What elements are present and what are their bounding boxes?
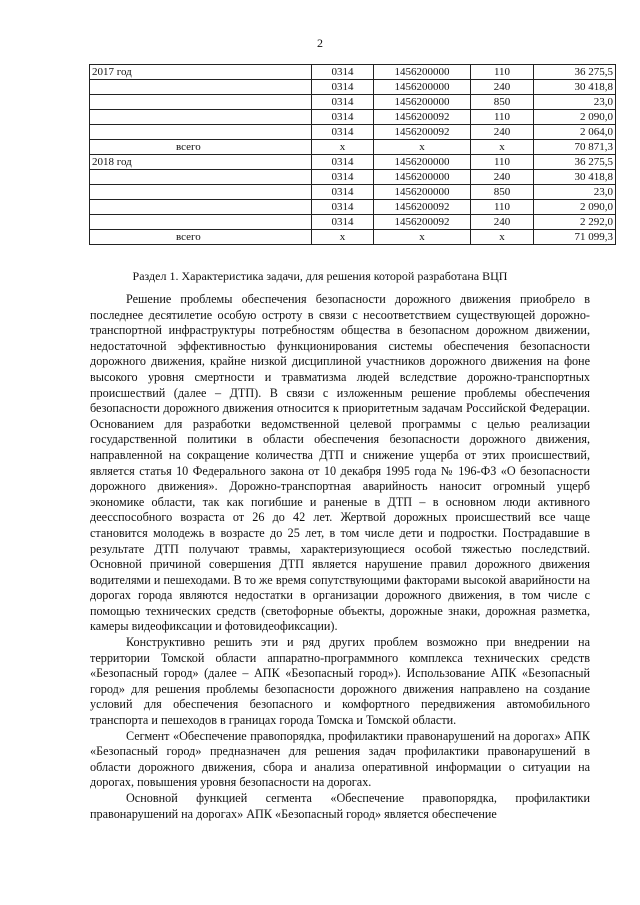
year-cell: [90, 125, 312, 140]
amount-cell: 2 090,0: [534, 110, 616, 125]
table-row: [90, 65, 616, 80]
target-article-cell: 1456200092: [374, 200, 471, 215]
expense-type-cell: 240: [471, 215, 534, 230]
budget-table-body: [90, 65, 616, 245]
section-code-cell: 0314: [312, 200, 374, 215]
table-row: [90, 200, 616, 215]
expense-type-cell: 240: [471, 125, 534, 140]
amount-cell: 71 099,3: [534, 230, 616, 245]
expense-type-cell: х: [471, 140, 534, 155]
amount-cell: 36 275,5: [534, 65, 616, 80]
amount-cell: 23,0: [534, 185, 616, 200]
expense-type-cell: 110: [471, 155, 534, 170]
table-row: [90, 185, 616, 200]
table-row: [90, 155, 616, 170]
paragraph: Основной функцией сегмента «Обеспечение правопорядка, профилактики правонарушений на дорогах» АПК «Безопасный город» является обеспечение: [90, 791, 590, 821]
table-row: [90, 110, 616, 125]
section-code-cell: 0314: [312, 170, 374, 185]
year-cell: [90, 95, 312, 110]
year-cell: [90, 185, 312, 200]
target-article-cell: х: [374, 140, 471, 155]
amount-cell: 36 275,5: [534, 155, 616, 170]
expense-type-cell: 110: [471, 200, 534, 215]
table-row: [90, 230, 616, 245]
section-code-cell: 0314: [312, 125, 374, 140]
section-code-cell: 0314: [312, 185, 374, 200]
paragraph: Решение проблемы обеспечения безопасности дорожного движения приобрело в последнее десятилетие особую остроту в связи с несоответствием существующей дорожно-транспортной инфраструктуры потребностям общества в безопасном дорожном движении, недостаточной эффективностью функционирования системы обеспечения безопасности дорожного движения, крайне низкой дисциплиной участников дорожного движения на фоне высокого уровня смертности и травматизма людей вследствие дорожно-транспортных происшествий (далее – ДТП). В связи с изложенным решение проблемы обеспечения безопасности дорожного движения относится к приоритетным задачам Российской Федерации. Основанием для разработки ведомственной целевой программы с целью реализации государственной политики в области обеспечения безопасности дорожного движения, направленной на сокращение количества ДТП и снижение ущерба от этих происшествий, является статья 10 Федерального закона от 10 декабря 1995 года № 196-ФЗ «О безопасности дорожного движения». Дорожно-транспортная аварийность наносит огромный ущерб экономике области, так как погибшие и раненые в ДТП – в основном люди активного деесспособного возраста от 26 до 42 лет. Жертвой дорожных происшествий все чаще становится молодежь в возрасте до 25 лет, в том числе дети и подростки. Пострадавшие в результате ДТП получают травмы, характеризующиеся особой тяжестью последствий. Основной причиной совершения ДТП является нарушение правил дорожного движения водителями и пешеходами. В то же время сопутствующими факторами высокой аварийности на дорогах города являются недостатки в организации дорожного движения, в том числе с помощью технических средств (светофорные объекты, дорожные знаки, дорожная разметка, камеры видеофиксации и фотовидеофиксации).: [90, 292, 590, 634]
expense-type-cell: 850: [471, 185, 534, 200]
target-article-cell: 1456200092: [374, 215, 471, 230]
body-text: [90, 292, 590, 822]
year-cell: [90, 215, 312, 230]
budget-table: [89, 64, 616, 245]
year-cell: 2018 год: [90, 155, 312, 170]
table-row: [90, 215, 616, 230]
table-row: [90, 125, 616, 140]
target-article-cell: 1456200000: [374, 185, 471, 200]
amount-cell: 30 418,8: [534, 170, 616, 185]
section-code-cell: х: [312, 140, 374, 155]
year-cell: [90, 170, 312, 185]
target-article-cell: х: [374, 230, 471, 245]
page-number: 2: [317, 36, 323, 50]
section-code-cell: 0314: [312, 155, 374, 170]
section-code-cell: 0314: [312, 95, 374, 110]
year-cell: [90, 200, 312, 215]
amount-cell: 70 871,3: [534, 140, 616, 155]
year-cell: всего: [90, 140, 312, 155]
expense-type-cell: х: [471, 230, 534, 245]
target-article-cell: 1456200000: [374, 65, 471, 80]
target-article-cell: 1456200092: [374, 110, 471, 125]
expense-type-cell: 240: [471, 80, 534, 95]
amount-cell: 2 090,0: [534, 200, 616, 215]
target-article-cell: 1456200000: [374, 170, 471, 185]
expense-type-cell: 110: [471, 65, 534, 80]
expense-type-cell: 110: [471, 110, 534, 125]
section-code-cell: х: [312, 230, 374, 245]
amount-cell: 2 064,0: [534, 125, 616, 140]
table-row: [90, 80, 616, 95]
target-article-cell: 1456200092: [374, 125, 471, 140]
year-cell: [90, 80, 312, 95]
paragraph: Конструктивно решить эти и ряд других проблем возможно при внедрении на территории Томской области аппаратно-программного комплекса технических средств «Безопасный город» (далее – АПК «Безопасный город»). Использование АПК «Безопасный город» для решения проблемы безопасности дорожного движения направлено на создание условий для обеспечения безопасного и комфортного передвижения автомобильного транспорта и пешеходов в границах города Томска и Томской области.: [90, 635, 590, 728]
section-code-cell: 0314: [312, 80, 374, 95]
table-row: [90, 170, 616, 185]
paragraph: Сегмент «Обеспечение правопорядка, профилактики правонарушений на дорогах» АПК «Безопасный город» предназначен для решения задач профилактики правонарушений в области дорожного движения, сбора и анализа оперативной информации о ситуации на дорогах, повышения уровня безопасности на дорогах.: [90, 728, 590, 790]
amount-cell: 30 418,8: [534, 80, 616, 95]
year-cell: всего: [90, 230, 312, 245]
expense-type-cell: 240: [471, 170, 534, 185]
amount-cell: 23,0: [534, 95, 616, 110]
section-title: Раздел 1. Характеристика задачи, для решения которой разработана ВЦП: [132, 269, 508, 283]
year-cell: [90, 110, 312, 125]
target-article-cell: 1456200000: [374, 80, 471, 95]
target-article-cell: 1456200000: [374, 155, 471, 170]
section-code-cell: 0314: [312, 110, 374, 125]
amount-cell: 2 292,0: [534, 215, 616, 230]
table-row: [90, 140, 616, 155]
table-row: [90, 95, 616, 110]
target-article-cell: 1456200000: [374, 95, 471, 110]
section-code-cell: 0314: [312, 215, 374, 230]
expense-type-cell: 850: [471, 95, 534, 110]
section-code-cell: 0314: [312, 65, 374, 80]
year-cell: 2017 год: [90, 65, 312, 80]
